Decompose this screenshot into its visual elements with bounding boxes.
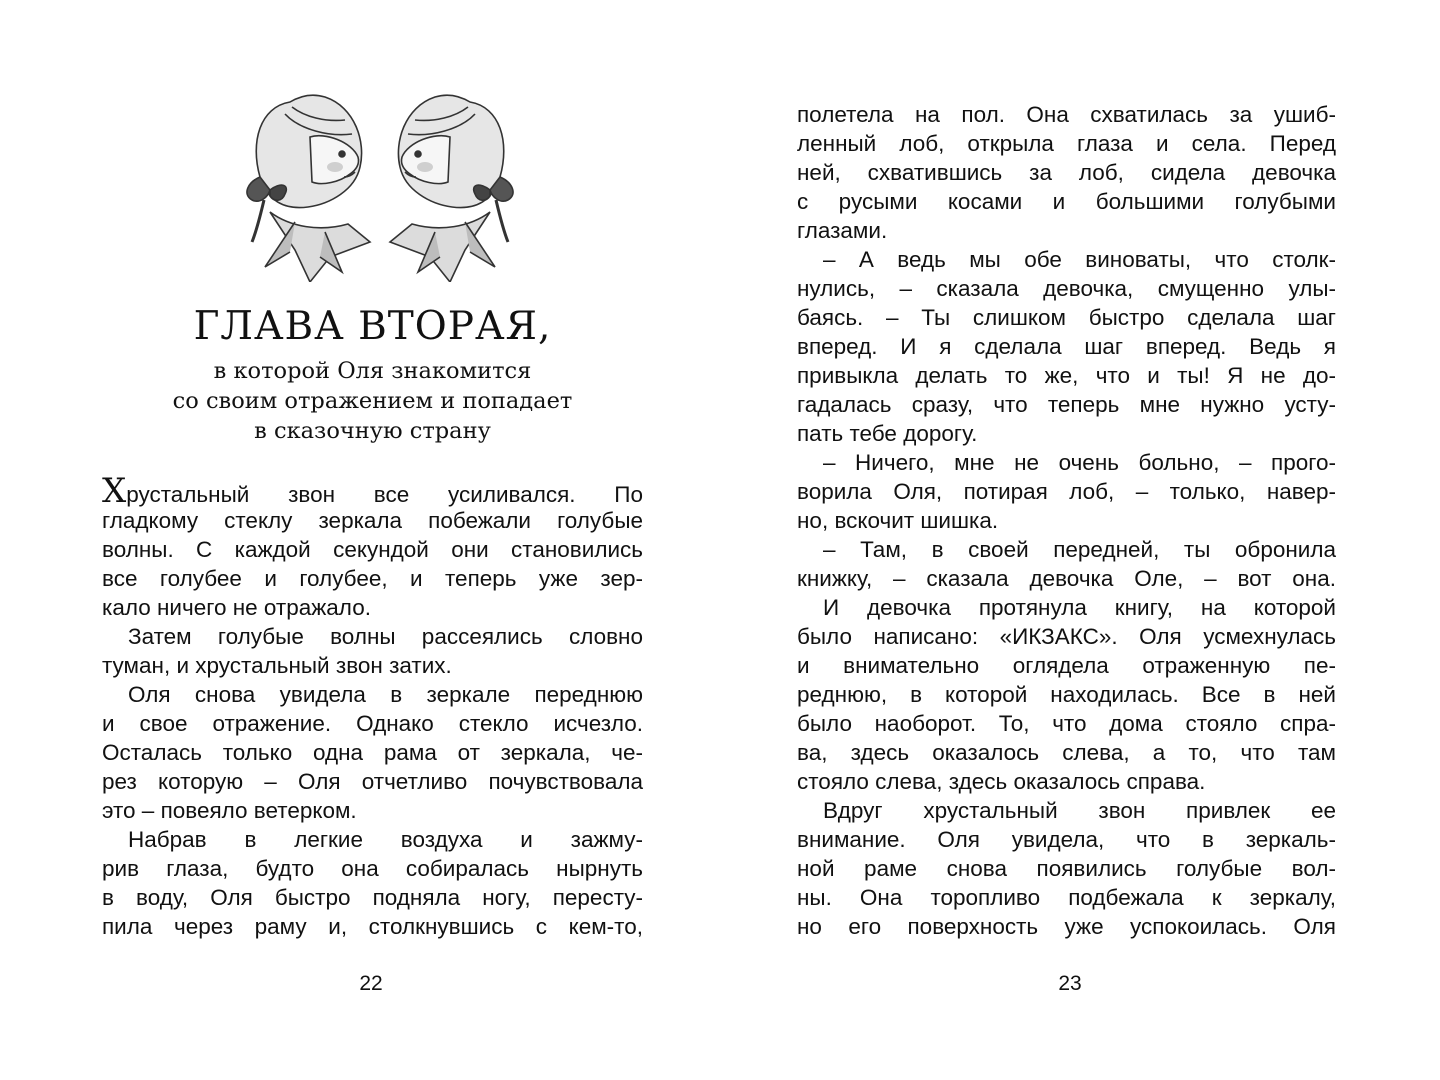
text-line: полетела на пол. Она схватилась за ушиб- (797, 102, 1336, 127)
text-line: Затем голубые волны рассеялись словно (128, 624, 643, 649)
chapter-title: ГЛАВА ВТОРАЯ, (193, 304, 552, 349)
text-line: вперед. И я сделала шаг вперед. Ведь я (797, 334, 1336, 359)
first-line-text: рустальный звон все усиливался. По (126, 482, 643, 507)
text-line: книжку, – сказала девочка Оле, – вот она. (797, 566, 1336, 591)
text-line: было написано: «ИКЗАКС». Оля усмехнулась (797, 624, 1336, 649)
text-line: туман, и хрустальный звон затих. (102, 653, 452, 678)
text-line: рив глаза, будто она собиралась нырнуть (102, 856, 643, 881)
text-line: ленный лоб, открыла глаза и села. Перед (797, 131, 1336, 156)
text-line: привыкла делать то же, что и ты! Я не до- (797, 363, 1336, 388)
right-girl (390, 95, 513, 282)
text-line: но, вскочит шишка. (797, 508, 999, 533)
text-line: было наоборот. То, что дома стояло спра- (797, 711, 1336, 736)
text-line: внимание. Оля увидела, что в зеркаль- (797, 827, 1336, 852)
text-line: стояло слева, здесь оказалось справа. (797, 769, 1206, 794)
text-line: реднюю, в которой находилась. Все в ней (797, 682, 1336, 707)
subtitle-line: со своим отражением и попадает (172, 388, 573, 414)
chapter-subtitle (100, 356, 645, 446)
drop-cap: Х (102, 471, 127, 511)
text-line: Набрав в легкие воздуха и зажму- (128, 827, 643, 852)
text-line: баясь. – Ты слишком быстро сделала шаг (797, 305, 1336, 330)
two-girls-mirror-illustration (230, 82, 530, 282)
text-line: Оля снова увидела в зеркале переднюю (128, 682, 643, 707)
text-line: кало ничего не отражало. (102, 595, 371, 620)
text-line: Осталась только одна рама от зеркала, че- (102, 740, 643, 765)
page-number: 23 (1058, 972, 1082, 995)
text-line: И девочка протянула книгу, на которой (823, 595, 1336, 620)
text-line: ны. Она торопливо подбежала к зеркалу, (797, 885, 1336, 910)
text-line: это – повеяло ветерком. (102, 798, 357, 823)
text-line: гладкому стеклу зеркала побежали голубые (102, 508, 643, 533)
text-line: все голубее и голубее, и теперь уже зер- (102, 566, 643, 591)
text-line (102, 471, 643, 511)
text-line: Вдруг хрустальный звон привлек ее (823, 798, 1336, 823)
text-line: и свое отражение. Однако стекло исчезло. (102, 711, 643, 736)
text-line: – А ведь мы обе виноваты, что столк- (823, 247, 1336, 272)
left-body-text (102, 471, 643, 941)
text-line: ной раме снова появились голубые вол- (797, 856, 1336, 881)
text-line: – Ничего, мне не очень больно, – прого- (823, 450, 1336, 475)
page-number: 22 (359, 972, 383, 995)
text-line: – Там, в своей передней, ты обронила (823, 537, 1336, 562)
text-line: и внимательно оглядела отраженную пе- (797, 653, 1336, 678)
left-girl (247, 95, 370, 282)
text-line: рез которую – Оля отчетливо почувствовала (102, 769, 643, 794)
text-line: глазами. (797, 218, 888, 243)
text-line: волны. С каждой секундой они становились (102, 537, 643, 562)
subtitle-line: в сказочную страну (254, 418, 491, 444)
subtitle-line: в которой Оля знакомится (213, 358, 532, 384)
text-line: пила через раму и, столкнувшись с кем-то, (102, 914, 643, 939)
text-line: с русыми косами и большими голубыми (797, 189, 1336, 214)
text-line: ворила Оля, потирая лоб, – только, навер- (797, 479, 1336, 504)
text-line: но его поверхность уже успокоилась. Оля (797, 914, 1336, 939)
right-body-text (797, 100, 1336, 941)
right-page (720, 0, 1440, 1080)
text-line: нулись, – сказала девочка, смущенно улы- (797, 276, 1336, 301)
text-line: гадалась сразу, что теперь мне нужно усту- (797, 392, 1336, 417)
text-line: ней, схватившись за лоб, сидела девочка (797, 160, 1336, 185)
text-line: пать тебе дорогу. (797, 421, 978, 446)
text-line: ва, здесь оказалось слева, а то, что там (797, 740, 1336, 765)
text-line: в воду, Оля быстро подняла ногу, пересту- (102, 885, 643, 910)
